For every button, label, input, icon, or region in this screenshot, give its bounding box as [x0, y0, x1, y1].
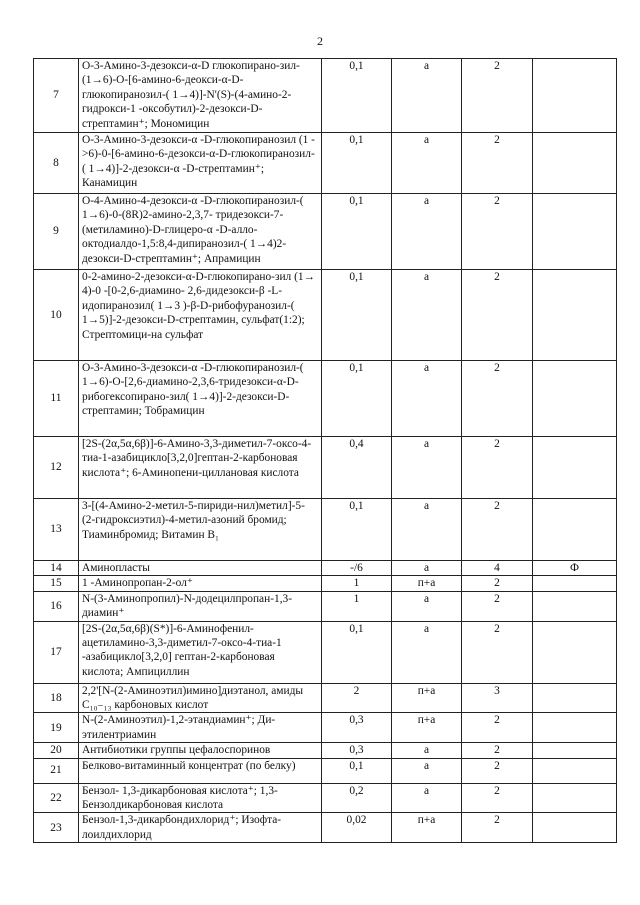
class-cell: 2	[462, 783, 533, 813]
class-cell: 2	[462, 361, 533, 437]
substance-name: О-4-Амино-4-дезокси-α -D-глюкопиранозил-( 1→6)-0-(8R)2-амино-2,3,7- тридезокси-7-(метиламино)-D-глицеро-α -D-алло-октодиалдо-1,5:8,4-дипиранозил-( 1→4)2-дезокси-D-стрептамин⁺; Апрамицин	[79, 194, 322, 270]
substance-name: N-(3-Аминопропил)-N-додецилпропан-1,3-диамин⁺	[79, 591, 322, 621]
value-cell: 0,1	[322, 361, 392, 437]
substance-name: 3-[(4-Амино-2-метил-5-пириди-нил)метил]-5-(2-гидроксиэтил)-4-метил-азоний бромид; Тиаминбромид; Витамин B₁	[79, 499, 322, 561]
state-cell: а	[392, 194, 462, 270]
table-row	[34, 758, 617, 783]
state-cell: п+а	[392, 576, 462, 591]
value-cell: -/6	[322, 561, 392, 576]
table-row	[34, 561, 617, 576]
class-cell: 3	[462, 683, 533, 713]
row-number: 11	[34, 361, 79, 437]
note-cell: Ф	[533, 561, 617, 576]
substance-name: Белково-витаминный концентрат (по белку)	[79, 758, 322, 783]
class-cell: 2	[462, 437, 533, 499]
class-cell: 2	[462, 713, 533, 743]
note-cell	[533, 683, 617, 713]
value-cell: 0,4	[322, 437, 392, 499]
value-cell: 2	[322, 683, 392, 713]
note-cell	[533, 59, 617, 133]
note-cell	[533, 499, 617, 561]
row-number: 19	[34, 713, 79, 743]
class-cell: 2	[462, 591, 533, 621]
class-cell: 2	[462, 576, 533, 591]
row-number: 17	[34, 621, 79, 683]
note-cell	[533, 361, 617, 437]
value-cell: 0,1	[322, 270, 392, 361]
table-row	[34, 576, 617, 591]
row-number: 13	[34, 499, 79, 561]
state-cell: а	[392, 561, 462, 576]
substance-name: 1 -Аминопропан-2-ол⁺	[79, 576, 322, 591]
table-row	[34, 499, 617, 561]
row-number: 8	[34, 133, 79, 194]
substance-name: 2,2'[N-(2-Аминоэтил)имино]диэтанол, амиды C₁₀₋₁₃ карбоновых кислот	[79, 683, 322, 713]
class-cell: 4	[462, 561, 533, 576]
substance-name: Антибиотики группы цефалоспоринов	[79, 743, 322, 758]
value-cell: 0,02	[322, 813, 392, 843]
class-cell: 2	[462, 194, 533, 270]
note-cell	[533, 758, 617, 783]
table-row	[34, 783, 617, 813]
value-cell: 0,1	[322, 194, 392, 270]
table-row	[34, 713, 617, 743]
value-cell: 0,1	[322, 133, 392, 194]
state-cell: а	[392, 783, 462, 813]
state-cell: а	[392, 499, 462, 561]
row-number: 12	[34, 437, 79, 499]
note-cell	[533, 194, 617, 270]
table-row	[34, 621, 617, 683]
state-cell: п+а	[392, 813, 462, 843]
note-cell	[533, 621, 617, 683]
class-cell: 2	[462, 621, 533, 683]
value-cell: 0,2	[322, 783, 392, 813]
value-cell: 1	[322, 576, 392, 591]
value-cell: 0,1	[322, 499, 392, 561]
note-cell	[533, 743, 617, 758]
table-row	[34, 437, 617, 499]
class-cell: 2	[462, 743, 533, 758]
row-number: 16	[34, 591, 79, 621]
row-number: 7	[34, 59, 79, 133]
state-cell: а	[392, 758, 462, 783]
state-cell: а	[392, 59, 462, 133]
state-cell: п+а	[392, 713, 462, 743]
substance-name: О-3-Амино-3-дезокси-α -D-глюкопиранозил (1 ->6)-0-[6-амино-6-дезокси-α-D-глюкопиранозил-( 1→4)]-2-дезокси-α -D-стрептамин⁺; Канамицин	[79, 133, 322, 194]
value-cell: 0,1	[322, 59, 392, 133]
value-cell: 0,1	[322, 758, 392, 783]
value-cell: 0,3	[322, 713, 392, 743]
note-cell	[533, 713, 617, 743]
note-cell	[533, 133, 617, 194]
class-cell: 2	[462, 270, 533, 361]
table-row	[34, 133, 617, 194]
value-cell: 0,1	[322, 621, 392, 683]
substance-name: Бензол-1,3-дикарбондихлорид⁺; Изофта-лоилдихлорид	[79, 813, 322, 843]
table-row	[34, 683, 617, 713]
substance-name: О-3-Амино-3-дезокси-α-D глюкопирано-зил-(1→6)-О-[6-амино-6-деокси-α-D-глюкопиранозил-( 1→4)]-N'(S)-(4-амино-2-гидрокси-1 -оксобутил)-2-дезокси-D-стрептамин⁺; Мономицин	[79, 59, 322, 133]
row-number: 9	[34, 194, 79, 270]
table-row	[34, 591, 617, 621]
note-cell	[533, 437, 617, 499]
substance-name: 0-2-амино-2-дезокси-α-D-глюкопирано-зил (1→ 4)-0 -[0-2,6-диамино- 2,6-дидезокси-β -L-идопиранозил( 1→3 )-β-D-рибофуранозил-( 1→5)]-2-дезокси-D-стрептамин, сульфат(1:2); Стрептомици-на сульфат	[79, 270, 322, 361]
row-number: 10	[34, 270, 79, 361]
table-row	[34, 270, 617, 361]
row-number: 22	[34, 783, 79, 813]
class-cell: 2	[462, 499, 533, 561]
table-row	[34, 743, 617, 758]
state-cell: а	[392, 437, 462, 499]
row-number: 21	[34, 758, 79, 783]
page-number: 2	[317, 34, 323, 48]
row-number: 18	[34, 683, 79, 713]
table-row	[34, 813, 617, 843]
row-number: 23	[34, 813, 79, 843]
state-cell: а	[392, 361, 462, 437]
note-cell	[533, 576, 617, 591]
table-row	[34, 59, 617, 133]
state-cell: а	[392, 591, 462, 621]
state-cell: а	[392, 743, 462, 758]
substance-name: [2S-(2α,5α,6β)(S*)]-6-Аминофенил-ацетиламино-3,3-диметил-7-оксо-4-тиа-1 -азабицикло[3,2,0] гептан-2-карбоновая кислота; Ампициллин	[79, 621, 322, 683]
class-cell: 2	[462, 758, 533, 783]
row-number: 14	[34, 561, 79, 576]
class-cell: 2	[462, 813, 533, 843]
note-cell	[533, 270, 617, 361]
table-row	[34, 194, 617, 270]
state-cell: а	[392, 270, 462, 361]
row-number: 15	[34, 576, 79, 591]
substance-name: Аминопласты	[79, 561, 322, 576]
class-cell: 2	[462, 133, 533, 194]
state-cell: п+а	[392, 683, 462, 713]
note-cell	[533, 591, 617, 621]
substances-table	[33, 58, 617, 843]
substance-name: [2S-(2α,5α,6β)]-6-Амино-3,3-диметил-7-оксо-4-тиа-1-азабицикло[3,2,0]гептан-2-карбоновая кислота⁺; 6-Аминопени-циллановая кислота	[79, 437, 322, 499]
substance-name: О-3-Амино-3-дезокси-α -D-глюкопиранозил-( 1→6)-О-[2,6-диамино-2,3,6-тридезокси-α-D-рибогексопирано-зил( 1→4)]-2-дезокси-D-стрептамин; Тобрамицин	[79, 361, 322, 437]
table-row	[34, 361, 617, 437]
substance-name: Бензол- 1,3-дикарбоновая кислота⁺; 1,3-Бензолдикарбоновая кислота	[79, 783, 322, 813]
class-cell: 2	[462, 59, 533, 133]
value-cell: 0,3	[322, 743, 392, 758]
state-cell: а	[392, 621, 462, 683]
state-cell: а	[392, 133, 462, 194]
note-cell	[533, 813, 617, 843]
row-number: 20	[34, 743, 79, 758]
value-cell: 1	[322, 591, 392, 621]
note-cell	[533, 783, 617, 813]
substance-name: N-(2-Аминоэтил)-1,2-этандиамин⁺; Ди-этилентриамин	[79, 713, 322, 743]
